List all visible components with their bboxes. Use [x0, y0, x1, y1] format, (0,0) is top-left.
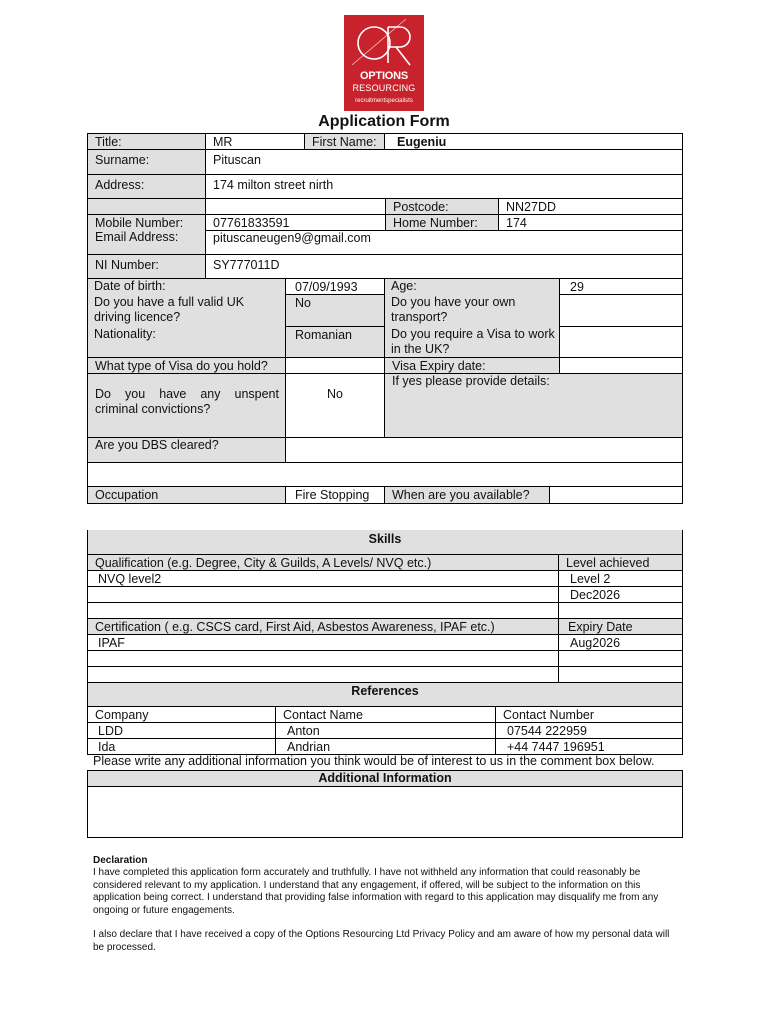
- logo-line-1: OPTIONS: [359, 70, 409, 82]
- availability-label: When are you available?: [384, 486, 550, 504]
- certification-row[interactable]: IPAF: [87, 634, 559, 651]
- reference-number[interactable]: +44 7447 196951: [495, 738, 683, 755]
- home-number-label: Home Number:: [385, 214, 499, 231]
- form-title: Application Form: [318, 113, 450, 130]
- first-name-label: First Name:: [304, 133, 385, 150]
- mobile-field[interactable]: 07761833591: [205, 214, 386, 231]
- first-name-field[interactable]: Eugeniu: [384, 133, 683, 150]
- convictions-field[interactable]: No: [285, 373, 385, 438]
- declaration-heading: Declaration: [93, 855, 148, 866]
- reference-contact[interactable]: Andrian: [275, 738, 496, 755]
- occupation-field[interactable]: Fire Stopping: [285, 486, 385, 504]
- declaration-paragraph-2: I also declare that I have received a copy of the Options Resourcing Ltd Privacy Policy and am aware of how my personal data will be processed.: [93, 929, 670, 953]
- convictions-details-field[interactable]: If yes please provide details:: [384, 373, 683, 438]
- references-heading: References: [87, 682, 683, 707]
- certification-row[interactable]: [87, 650, 559, 667]
- ni-number-label: NI Number:: [87, 254, 206, 279]
- expiry-date-header: Expiry Date: [558, 618, 683, 635]
- address-label: Address:: [87, 174, 206, 199]
- ni-number-field[interactable]: SY777011D: [205, 254, 683, 279]
- reference-company[interactable]: Ida: [87, 738, 276, 755]
- licence-label: Do you have a full valid UK driving licence?: [94, 295, 245, 324]
- logo-line-3: recruitmentspecialists: [355, 98, 413, 104]
- level-achieved-header: Level achieved: [558, 554, 683, 571]
- logo-line-2: RESOURCING: [352, 83, 416, 93]
- licence-field[interactable]: No: [285, 294, 385, 327]
- contact-name-header: Contact Name: [275, 706, 496, 723]
- occupation-label: Occupation: [87, 486, 286, 504]
- surname-label: Surname:: [87, 149, 206, 175]
- logo-emblem-icon: [344, 15, 424, 111]
- convictions-label: Do you have any unspent criminal convictions?: [87, 373, 286, 438]
- dob-label: Date of birth:: [94, 279, 166, 293]
- visa-required-field[interactable]: [559, 326, 683, 358]
- age-label: Age:: [391, 279, 417, 293]
- transport-field[interactable]: [559, 294, 683, 327]
- contact-number-header: Contact Number: [495, 706, 683, 723]
- certification-expiry[interactable]: [558, 650, 683, 667]
- certification-header: Certification ( e.g. CSCS card, First Aid, Asbestos Awareness, IPAF etc.): [87, 618, 559, 635]
- certification-expiry[interactable]: Aug2026: [558, 634, 683, 651]
- company-logo: [344, 15, 424, 111]
- qualification-row[interactable]: NVQ level2: [87, 570, 559, 587]
- postcode-field[interactable]: NN27DD: [498, 198, 683, 215]
- visa-expiry-label: Visa Expiry date:: [384, 357, 560, 374]
- visa-type-label: What type of Visa do you hold?: [87, 357, 286, 374]
- mobile-label: Mobile Number:: [87, 214, 206, 231]
- availability-field[interactable]: [549, 486, 683, 504]
- dbs-label: Are you DBS cleared?: [87, 437, 286, 463]
- transport-label: Do you have your own transport?: [391, 295, 516, 324]
- age-field[interactable]: 29: [559, 278, 683, 295]
- blank-row: [87, 462, 683, 487]
- address-field[interactable]: 174 milton street nirth: [205, 174, 683, 199]
- reference-contact[interactable]: Anton: [275, 722, 496, 739]
- company-header: Company: [87, 706, 276, 723]
- dob-field[interactable]: 07/09/1993: [285, 278, 385, 295]
- declaration-paragraph-1: I have completed this application form accurately and truthfully. I have not withheld any information that could reasonably be considered relevant to my application. I understand that any engagement, if offered, will be subject to the information on this application being correct. I understand that providing false information with regard to this application may disqualify me from any ongoing or future engagements.: [93, 867, 659, 916]
- visa-required-label: Do you require a Visa to work in the UK?: [391, 327, 555, 356]
- surname-field[interactable]: Pituscan: [205, 149, 683, 175]
- reference-number[interactable]: 07544 222959: [495, 722, 683, 739]
- title-field[interactable]: MR: [205, 133, 305, 150]
- additional-info-prompt: Please write any additional information you think would be of interest to us in the comment box below.: [93, 754, 655, 768]
- skills-heading: Skills: [87, 530, 683, 555]
- qualification-header: Qualification (e.g. Degree, City & Guilds, A Levels/ NVQ etc.): [87, 554, 559, 571]
- qualification-row[interactable]: [87, 602, 559, 619]
- home-number-field[interactable]: 174: [498, 214, 683, 231]
- qualification-row[interactable]: [87, 586, 559, 603]
- address-line-2-field[interactable]: [205, 198, 386, 215]
- email-label: Email Address:: [87, 230, 206, 255]
- email-field[interactable]: pituscaneugen9@gmail.com: [205, 230, 683, 255]
- certification-row[interactable]: [87, 666, 559, 683]
- visa-expiry-field[interactable]: [559, 357, 683, 374]
- qualification-level[interactable]: Dec2026: [558, 586, 683, 603]
- address-continued-label: [87, 198, 206, 215]
- qualification-level[interactable]: [558, 602, 683, 619]
- additional-info-heading: Additional Information: [87, 770, 683, 787]
- certification-expiry[interactable]: [558, 666, 683, 683]
- reference-company[interactable]: LDD: [87, 722, 276, 739]
- postcode-label: Postcode:: [385, 198, 499, 215]
- dbs-field[interactable]: [285, 437, 683, 463]
- nationality-field[interactable]: Romanian: [285, 326, 385, 358]
- qualification-level[interactable]: Level 2: [558, 570, 683, 587]
- visa-type-field[interactable]: [285, 357, 385, 374]
- title-label: Title:: [87, 133, 206, 150]
- nationality-label: Nationality:: [94, 327, 156, 341]
- additional-info-field[interactable]: [87, 786, 683, 838]
